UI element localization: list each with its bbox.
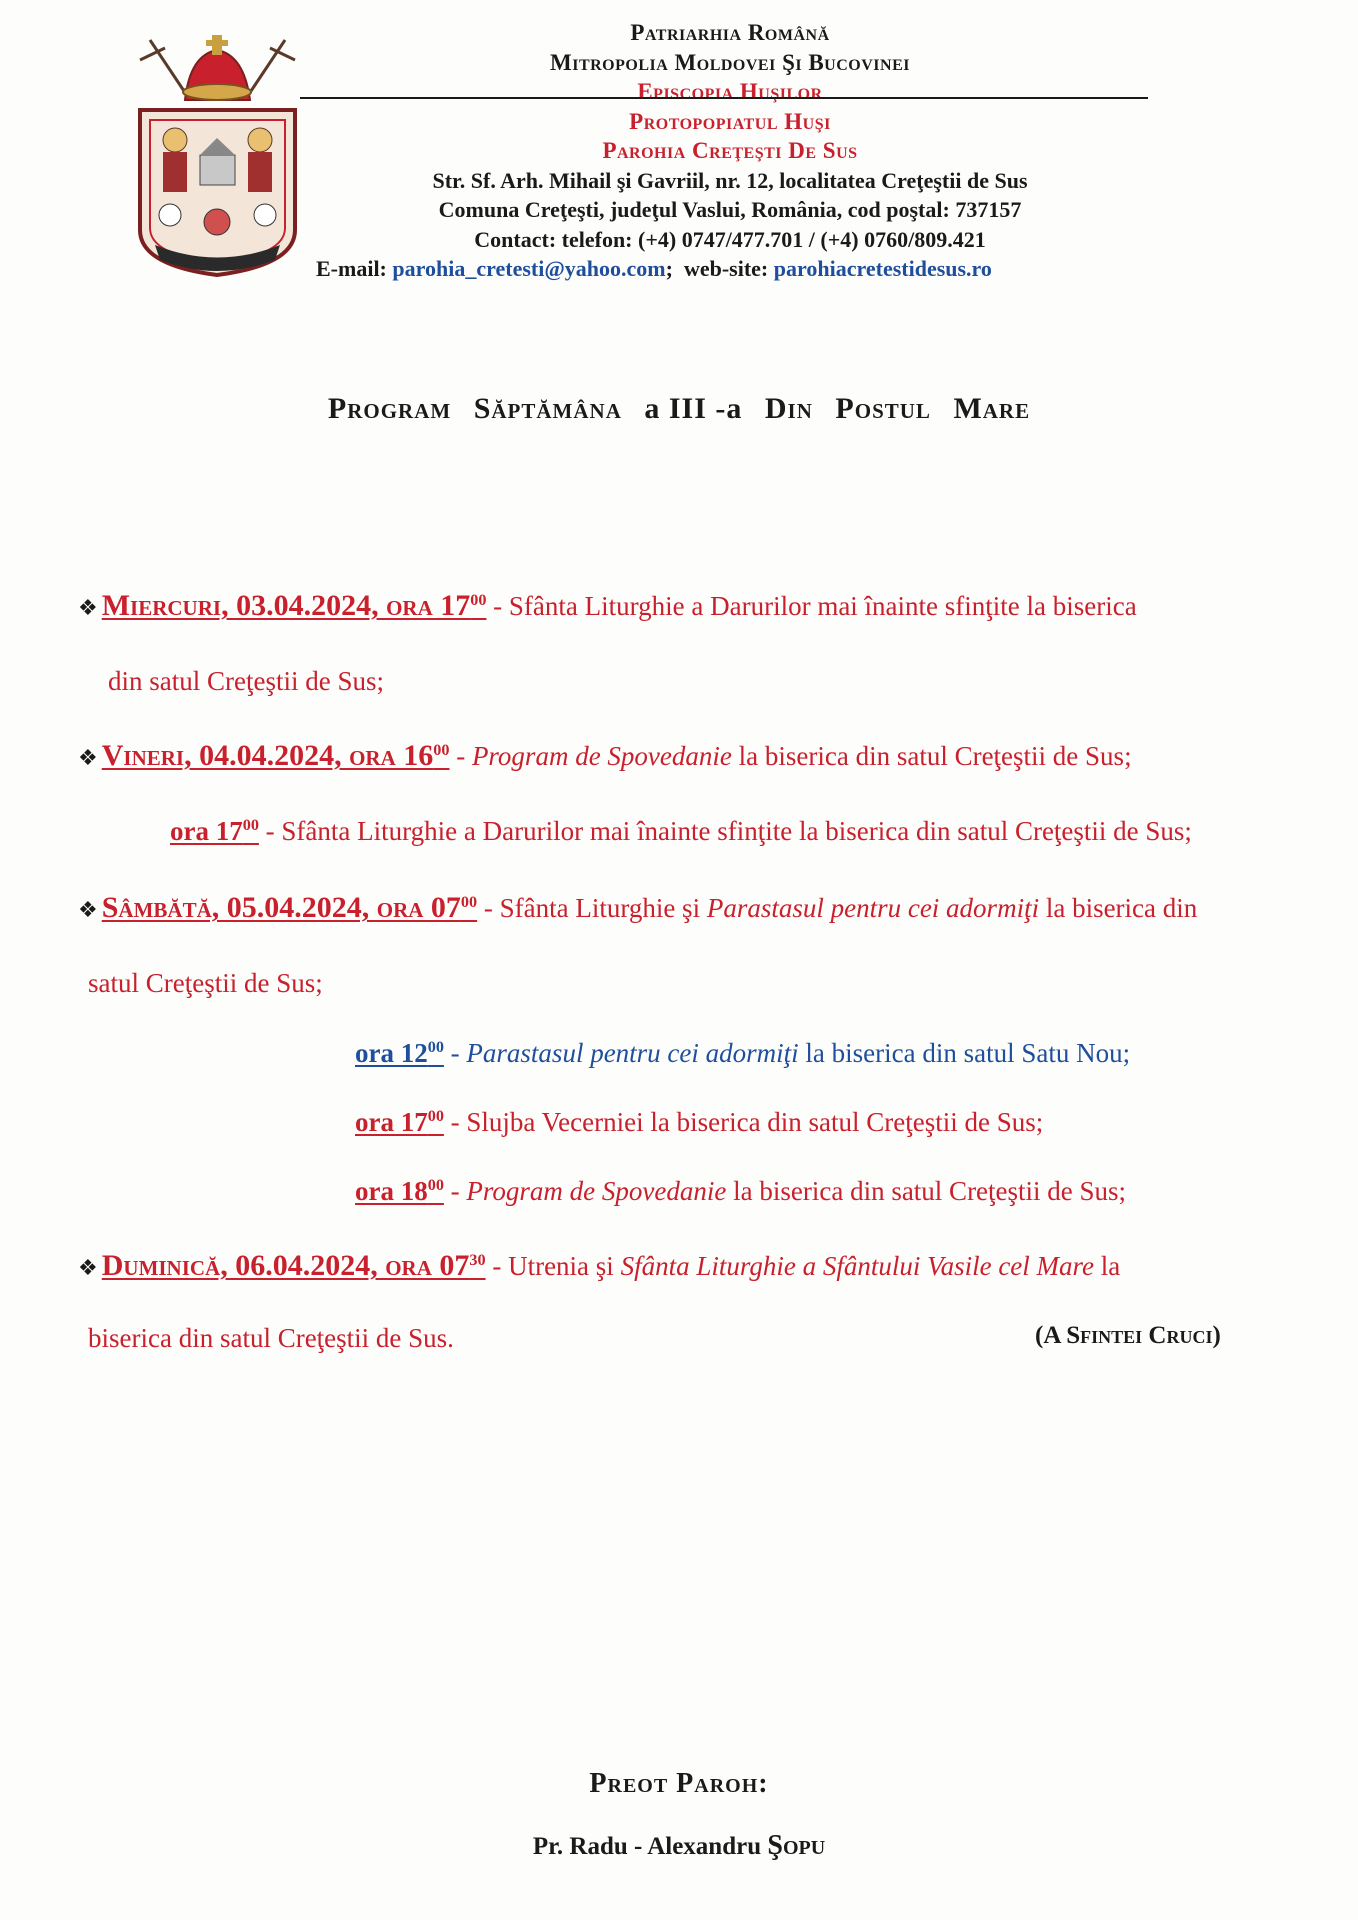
event-text: - Sfânta Liturghie şi: [477, 893, 707, 923]
org-metropolis: Mitropolia Moldovei Şi Bucovinei: [550, 49, 910, 75]
page-title: [0, 392, 1358, 426]
schedule-saturday-sub3: [355, 1173, 1126, 1209]
event-text: la: [1094, 1251, 1121, 1281]
sub-time: [355, 1107, 444, 1137]
title-word: Postul: [835, 392, 931, 425]
org-patriarchate: Patriarhia Română: [630, 20, 830, 45]
signature-name-last: Şopu: [767, 1830, 826, 1861]
schedule-saturday-sub2: [355, 1104, 1043, 1140]
time-label: ora 18: [355, 1176, 428, 1206]
schedule-wednesday-cont: din satul Creţeştii de Sus;: [108, 666, 384, 696]
day-label: Duminică, 06.04.2024, ora 07: [101, 1249, 470, 1282]
dash: -: [443, 1176, 467, 1206]
diamond-bullet-icon: ❖: [78, 898, 98, 923]
schedule-saturday: [78, 890, 1197, 929]
title-word: Săptămâna: [473, 392, 622, 425]
schedule-friday-sub: [170, 813, 1192, 849]
letterhead: [300, 18, 1160, 284]
event-text: la biserica din satul Creţeştii de Sus;: [731, 741, 1132, 771]
org-diocese: Episcopia Huşilor: [637, 79, 823, 104]
wednesday-heading: [102, 591, 487, 621]
event-italic: Parastasul pentru cei adormiţi: [706, 893, 1040, 923]
parish-crest-icon: [130, 30, 305, 285]
event-text: - Utrenia şi: [485, 1251, 621, 1281]
schedule-sunday-cont: biserica din satul Creţeştii de Sus.: [88, 1323, 454, 1353]
time-minutes: 00: [427, 1107, 444, 1125]
time-minutes: 00: [433, 741, 450, 759]
sub-time: [355, 1176, 444, 1206]
time-minutes: 00: [427, 1176, 444, 1194]
time-minutes: 00: [427, 1038, 444, 1056]
event-italic: Program de Spovedanie: [466, 1176, 727, 1206]
org-deanery: Protopopiatul Huşi: [629, 108, 831, 134]
title-word: Program: [327, 392, 452, 425]
event-text: - Slujba Vecerniei la biserica din satul Creţeştii de Sus;: [443, 1107, 1044, 1137]
email-line: E-mail: parohia_cretesti@yahoo.com; web-site: parohiacretestidesus.ro: [316, 256, 992, 281]
email-link[interactable]: parohia_cretesti@yahoo.com: [392, 256, 666, 281]
day-label: Miercuri, 03.04.2024, ora 17: [101, 589, 471, 622]
sub-time: [355, 1038, 444, 1068]
friday-heading: [102, 741, 450, 771]
email-label: E-mail:: [316, 256, 387, 281]
schedule-friday: [78, 738, 1132, 777]
schedule-sunday: [78, 1248, 1120, 1287]
web-label: web-site:: [683, 256, 769, 281]
event-text: - Sfânta Liturghie a Darurilor mai înainte sfinţite la biserica din satul Creţeştii de Sus;: [265, 816, 1192, 846]
org-parish: Parohia Creţeşti De Sus: [602, 138, 858, 163]
web-link[interactable]: parohiacretestidesus.ro: [773, 256, 992, 281]
event-italic: Parastasul pentru cei adormiţi: [466, 1038, 799, 1068]
dash: -: [449, 741, 472, 771]
address: Str. Sf. Arh. Mihail şi Gavriil, nr. 12, localitatea Creţeştii de Sus: [432, 167, 1028, 193]
time-minutes: 00: [242, 816, 259, 834]
title-word: Din: [764, 392, 813, 425]
sunday-heading: [102, 1251, 486, 1281]
event-text: la biserica din satul Satu Nou;: [798, 1038, 1131, 1068]
time-label: ora 17: [355, 1107, 428, 1137]
title-word: a III -a: [644, 392, 743, 425]
time-label: ora 17: [170, 816, 243, 846]
title-word: Mare: [953, 392, 1031, 425]
header-rule: [300, 97, 1148, 99]
time-minutes: 00: [460, 893, 478, 911]
commune: Comuna Creţeşti, judeţul Vaslui, România, cod poştal: 737157: [438, 197, 1022, 222]
signature-name: [0, 1830, 1358, 1862]
diamond-bullet-icon: ❖: [78, 596, 98, 621]
feast-note: (A Sfintei Cruci): [1035, 1322, 1221, 1349]
schedule-saturday-cont: satul Creţeştii de Sus;: [88, 968, 323, 998]
signature-role: Preot Paroh:: [589, 1768, 769, 1799]
time-minutes: 30: [469, 1251, 486, 1269]
event-italic: Sfânta Liturghie a Sfântului Vasile cel Mare: [620, 1251, 1095, 1281]
time-minutes: 00: [470, 591, 487, 609]
event-text: - Sfânta Liturghie a Darurilor mai înainte sfinţite la biserica: [486, 591, 1137, 621]
day-label: Vineri, 04.04.2024, ora 16: [101, 739, 434, 772]
schedule-saturday-sub1: [355, 1035, 1130, 1071]
event-text: la biserica din satul Creţeştii de Sus;: [726, 1176, 1127, 1206]
contact-phone: Contact: telefon: (+4) 0747/477.701 / (+4) 0760/809.421: [474, 226, 986, 252]
diamond-bullet-icon: ❖: [78, 746, 98, 771]
event-text: la biserica din: [1039, 893, 1198, 923]
dash: -: [443, 1038, 467, 1068]
signature-name-first: Pr. Radu - Alexandru: [532, 1833, 768, 1860]
saturday-heading: [102, 893, 477, 923]
diamond-bullet-icon: ❖: [78, 1256, 98, 1281]
day-label: Sâmbătă, 05.04.2024, ora 07: [101, 891, 461, 924]
event-italic: Program de Spovedanie: [471, 741, 732, 771]
sub-time: [170, 816, 259, 846]
time-label: ora 12: [355, 1038, 428, 1068]
schedule-wednesday: [78, 588, 1137, 627]
